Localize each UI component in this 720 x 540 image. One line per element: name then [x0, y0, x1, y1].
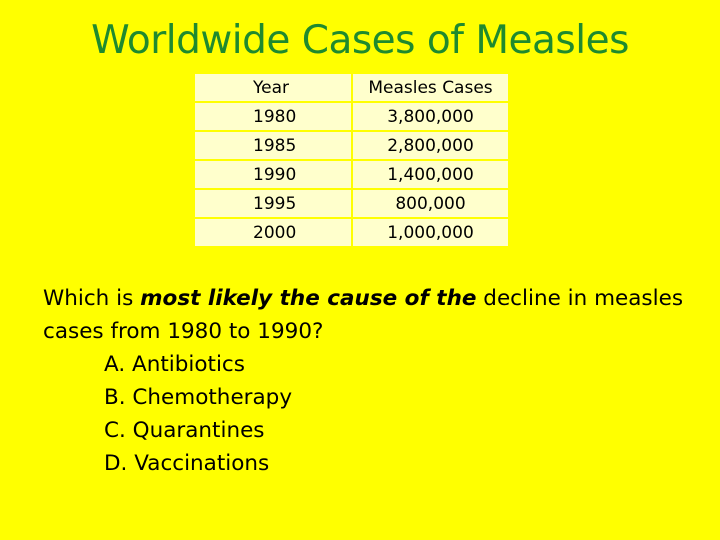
- year-cell: 1990: [195, 161, 351, 188]
- question-line-2: cases from 1980 to 1990?: [43, 319, 324, 344]
- question-suffix: decline in measles: [476, 286, 684, 311]
- header-measles-cases: Measles Cases: [353, 74, 508, 101]
- answer-option-a: A. Antibiotics: [104, 352, 245, 377]
- year-cell: 1995: [195, 190, 351, 217]
- question-prefix: Which is: [43, 286, 141, 311]
- answer-option-d: D. Vaccinations: [104, 451, 270, 476]
- cases-cell: 1,400,000: [353, 161, 508, 188]
- table-row: [195, 190, 508, 217]
- cases-cell: 1,000,000: [353, 219, 508, 246]
- cases-cell: 2,800,000: [353, 132, 508, 159]
- answer-option-c: C. Quarantines: [104, 418, 265, 443]
- cases-cell: 3,800,000: [353, 103, 508, 130]
- header-year: Year: [195, 74, 351, 101]
- page-title: Worldwide Cases of Measles: [91, 18, 629, 63]
- table-row: [195, 161, 508, 188]
- cases-cell: 800,000: [353, 190, 508, 217]
- table-row: [195, 132, 508, 159]
- question-block: [43, 282, 703, 480]
- measles-table: [193, 72, 510, 248]
- year-cell: 1980: [195, 103, 351, 130]
- year-cell: 1985: [195, 132, 351, 159]
- question-emphasis: most likely the cause of the: [140, 286, 477, 311]
- year-cell: 2000: [195, 219, 351, 246]
- table-header-row: [195, 74, 508, 101]
- question-line-1: [43, 282, 703, 315]
- table-row: [195, 219, 508, 246]
- answer-option-b: B. Chemotherapy: [104, 385, 293, 410]
- table-row: [195, 103, 508, 130]
